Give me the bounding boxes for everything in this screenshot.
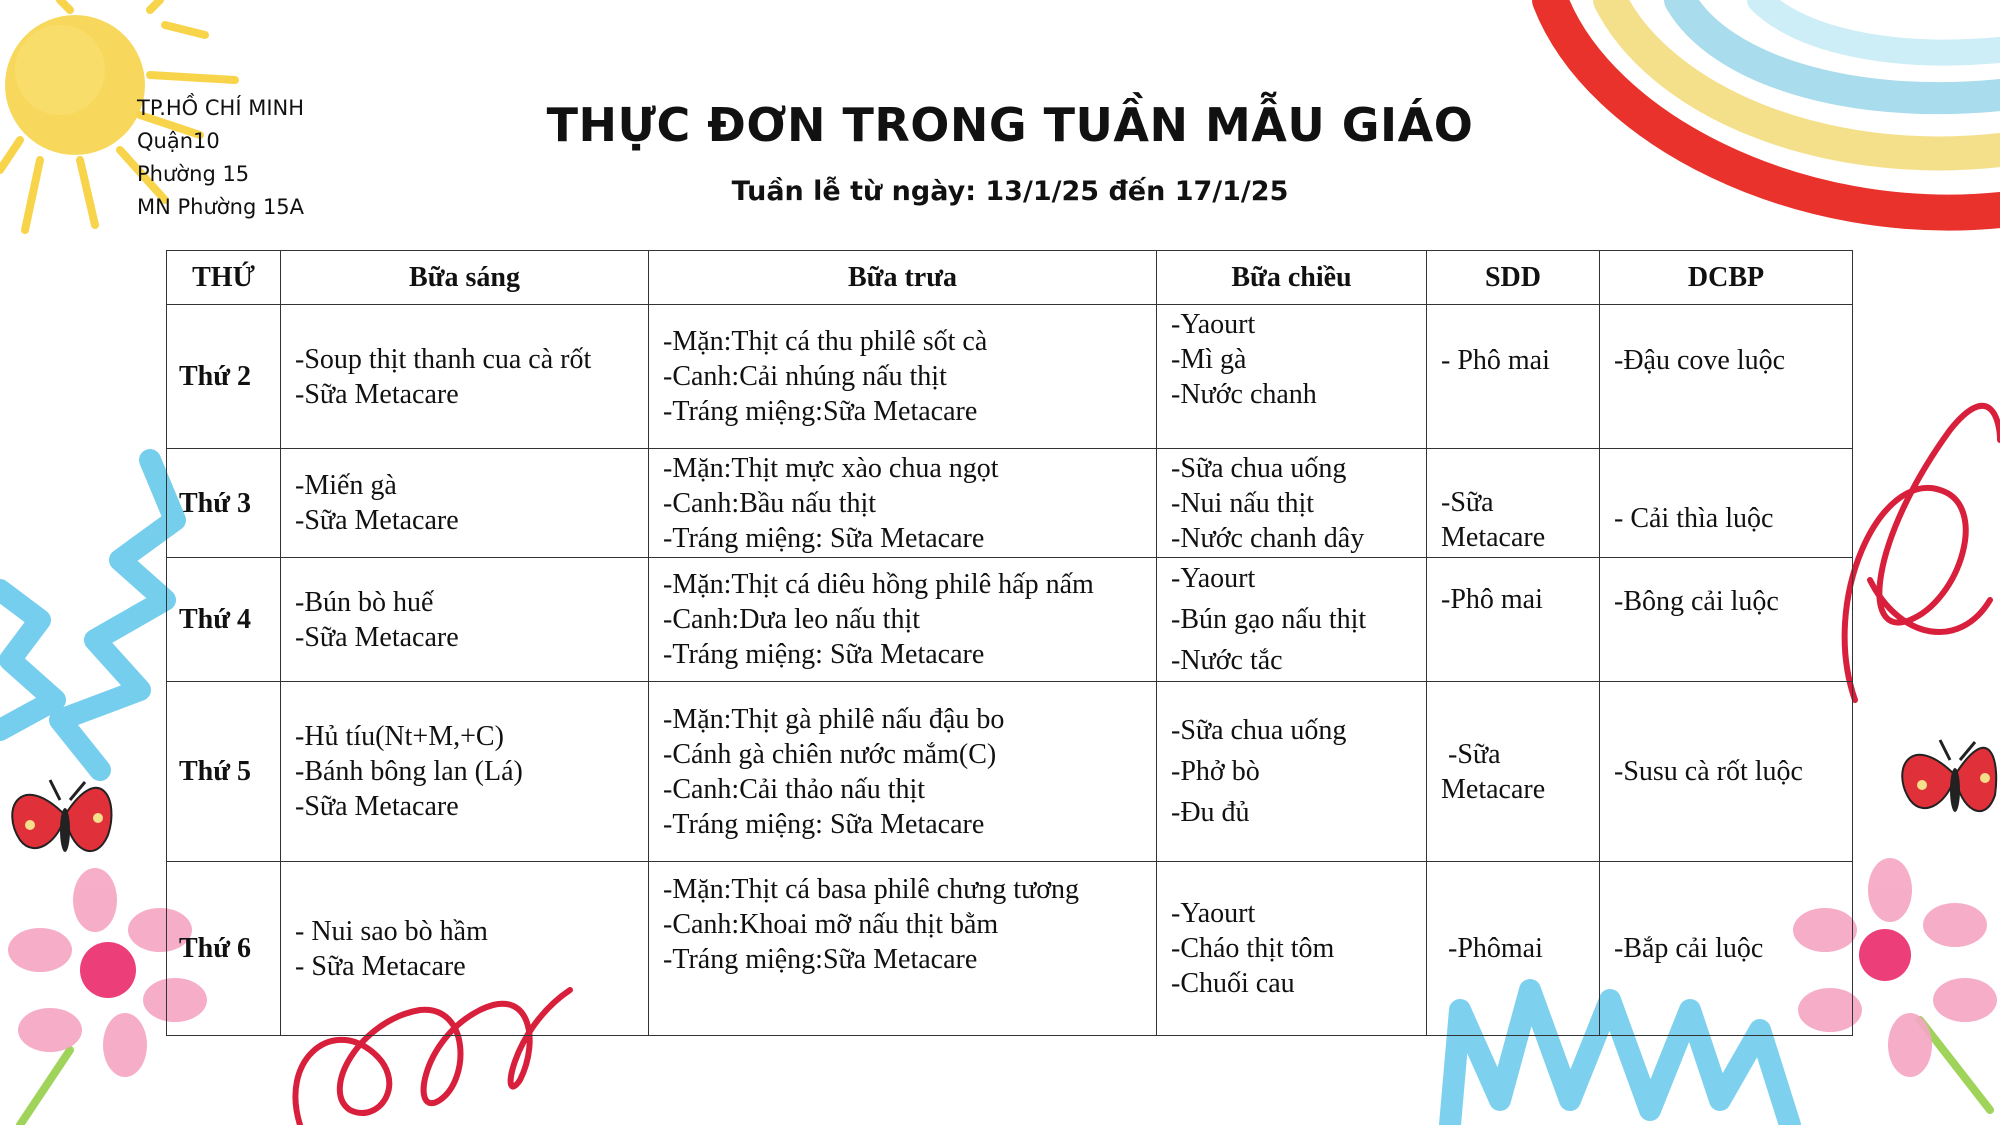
lunch-cell — [649, 862, 1157, 1036]
header-day: THỨ — [167, 251, 281, 305]
menu-item: - Cải thìa luộc — [1614, 503, 1774, 534]
menu-item: -Mặn:Thịt cá thu philê sốt cà — [663, 326, 988, 357]
menu-item: -Soup thịt thanh cua cà rốt — [295, 343, 592, 375]
afternoon-cell — [1157, 449, 1427, 558]
header-lunch: Bữa trưa — [649, 251, 1157, 305]
dcbp-cell — [1600, 682, 1853, 862]
menu-item: Metacare — [1441, 773, 1546, 805]
menu-item: -Bún gạo nấu thịt — [1171, 604, 1367, 635]
sdd-cell — [1427, 862, 1600, 1036]
table-row — [167, 558, 1853, 682]
table-row — [167, 682, 1853, 862]
header-dcbp: DCBP — [1600, 251, 1853, 305]
menu-item: - Phô mai — [1441, 345, 1550, 376]
afternoon-cell — [1157, 682, 1427, 862]
menu-item: -Canh:Bầu nấu thịt — [663, 487, 877, 519]
dcbp-cell — [1600, 862, 1853, 1036]
sdd-cell — [1427, 305, 1600, 449]
menu-item: -Cánh gà chiên nước mắm(C) — [663, 738, 997, 770]
menu-item: -Miến gà — [295, 470, 397, 501]
day-cell: Thứ 2 — [167, 305, 281, 449]
menu-item: -Tráng miệng: Sữa Metacare — [663, 808, 985, 840]
menu-item: -Sữa Metacare — [295, 791, 459, 822]
crayon-scribble-icon — [1845, 406, 2000, 700]
menu-item: -Canh:Cải nhúng nấu thịt — [663, 361, 947, 392]
menu-item: -Tráng miệng:Sữa Metacare — [663, 944, 978, 975]
menu-item: -Phở bò — [1171, 756, 1260, 787]
table-row — [167, 305, 1853, 449]
menu-item: -Canh:Cải thảo nấu thịt — [663, 773, 926, 805]
breakfast-cell — [281, 558, 649, 682]
table-row — [167, 449, 1853, 558]
lunch-cell — [649, 305, 1157, 449]
menu-item: -Sữa — [1441, 487, 1494, 518]
menu-item: -Đậu cove luộc — [1614, 345, 1786, 376]
menu-item: -Canh:Khoai mỡ nấu thịt bằm — [663, 909, 999, 940]
butterfly-icon — [12, 780, 111, 852]
menu-item: -Bắp cải luộc — [1614, 933, 1764, 964]
menu-table — [166, 250, 1853, 1036]
sdd-cell — [1427, 682, 1600, 862]
lunch-cell — [649, 449, 1157, 558]
menu-item: - Nui sao bò hầm — [295, 915, 488, 947]
crayon-scribble-icon — [20, 1050, 70, 1125]
menu-item: -Cháo thịt tôm — [1171, 933, 1335, 964]
afternoon-cell — [1157, 558, 1427, 682]
menu-item: -Phômai — [1441, 933, 1543, 964]
address-district: Quận10 — [137, 129, 220, 153]
sdd-cell — [1427, 449, 1600, 558]
address-ward: Phường 15 — [137, 162, 250, 186]
menu-item: -Sữa — [1441, 738, 1501, 770]
breakfast-cell — [281, 862, 649, 1036]
header-afternoon: Bữa chiều — [1157, 251, 1427, 305]
menu-item: -Mặn:Thịt gà philê nấu đậu bo — [663, 703, 1005, 735]
menu-item: -Tráng miệng:Sữa Metacare — [663, 396, 978, 427]
menu-item: -Mặn:Thịt cá basa philê chưng tương — [663, 874, 1080, 905]
menu-item: -Bông cải luộc — [1614, 586, 1779, 617]
school-address — [137, 92, 304, 224]
menu-item: -Canh:Dưa leo nấu thịt — [663, 604, 921, 635]
menu-item: -Sữa chua uống — [1171, 452, 1347, 484]
menu-item: -Tráng miệng: Sữa Metacare — [663, 639, 985, 670]
sdd-cell — [1427, 558, 1600, 682]
week-range: Tuần lễ từ ngày: 13/1/25 đến 17/1/25 — [731, 176, 1289, 207]
breakfast-cell — [281, 682, 649, 862]
header-sdd: SDD — [1427, 251, 1600, 305]
day-cell: Thứ 5 — [167, 682, 281, 862]
menu-item: -Yaourt — [1171, 309, 1256, 340]
menu-item: -Bánh bông lan (Lá) — [295, 756, 523, 787]
menu-item: -Hủ tíu(Nt+M,+C) — [295, 721, 504, 752]
menu-item: -Sữa Metacare — [295, 505, 459, 536]
crayon-scribble-icon — [0, 460, 175, 770]
lunch-cell — [649, 682, 1157, 862]
afternoon-cell — [1157, 862, 1427, 1036]
menu-item: -Yaourt — [1171, 563, 1256, 594]
breakfast-cell — [281, 449, 649, 558]
breakfast-cell — [281, 305, 649, 449]
menu-item: - Sữa Metacare — [295, 950, 466, 982]
menu-item: -Phô mai — [1441, 584, 1543, 615]
dcbp-cell — [1600, 305, 1853, 449]
day-cell: Thứ 4 — [167, 558, 281, 682]
page-title: THỰC ĐƠN TRONG TUẦN MẪU GIÁO — [546, 98, 1474, 152]
butterfly-icon — [1902, 740, 1996, 812]
menu-item: -Chuối cau — [1171, 968, 1295, 999]
menu-item: -Mặn:Thịt cá diêu hồng philê hấp nấm — [663, 569, 1094, 600]
header-breakfast: Bữa sáng — [281, 251, 649, 305]
menu-item: -Sữa chua uống — [1171, 715, 1347, 746]
dcbp-cell — [1600, 558, 1853, 682]
table-row — [167, 862, 1853, 1036]
menu-item: -Nước chanh — [1171, 379, 1317, 410]
address-city: TP.HỒ CHÍ MINH — [137, 96, 305, 120]
menu-item: -Nước chanh dây — [1171, 522, 1365, 554]
menu-item: -Nước tắc — [1171, 645, 1283, 676]
menu-item: -Mặn:Thịt mực xào chua ngọt — [663, 452, 999, 484]
menu-item: -Nui nấu thịt — [1171, 487, 1315, 519]
menu-item: -Sữa Metacare — [295, 621, 459, 653]
table-header-row — [167, 251, 1853, 305]
menu-item: -Bún bò huế — [295, 586, 434, 618]
menu-item: -Mì gà — [1171, 344, 1247, 375]
day-cell: Thứ 6 — [167, 862, 281, 1036]
lunch-cell — [649, 558, 1157, 682]
menu-item: -Tráng miệng: Sữa Metacare — [663, 522, 985, 554]
menu-item: Metacare — [1441, 522, 1546, 553]
menu-item: -Susu cà rốt luộc — [1614, 756, 1803, 787]
menu-item: -Đu đủ — [1171, 797, 1250, 828]
rainbow-icon — [1550, 0, 2000, 213]
menu-item: -Yaourt — [1171, 898, 1256, 929]
address-school: MN Phường 15A — [137, 195, 305, 219]
dcbp-cell — [1600, 449, 1853, 558]
afternoon-cell — [1157, 305, 1427, 449]
day-cell: Thứ 3 — [167, 449, 281, 558]
menu-item: -Sữa Metacare — [295, 378, 459, 410]
